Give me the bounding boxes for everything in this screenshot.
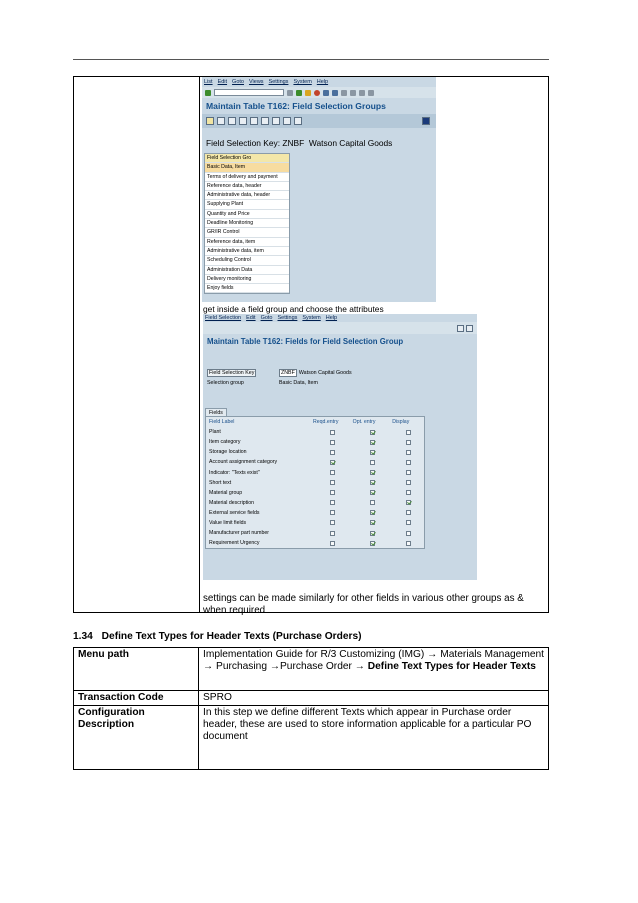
reqd-entry-checkbox[interactable] [330,510,335,515]
header-rule [73,59,549,60]
menu-item[interactable]: System [293,79,312,85]
check-icon[interactable] [206,117,214,125]
selection-group-label: Selection group [207,380,244,386]
field-selection-group-list [204,153,290,294]
transaction-code-value: SPRO [199,691,549,706]
list-item[interactable]: Delivery monitoring [205,275,289,284]
menu-item[interactable]: Edit [217,79,228,85]
menu-item[interactable]: System [302,315,321,321]
table-row [206,467,424,477]
info-icon[interactable] [422,117,430,125]
field-label: Value limit fields [209,519,247,526]
sap-screen-fields-for-group [203,314,477,580]
field-selection-key-value: ZNBF [281,370,295,376]
field-selection-key: Field Selection Key: ZNBF Watson Capital Goods [206,138,393,148]
fields-tab[interactable]: Fields [205,408,227,416]
caption-field-group: get inside a field group and choose the attributes [203,304,384,314]
opt-entry-checkbox[interactable] [370,500,375,505]
table-row [206,457,424,467]
back-icon[interactable] [296,90,302,96]
fields-grid [205,416,425,549]
display-checkbox[interactable] [406,460,411,465]
configuration-description-value: In this step we define different Texts which appear in Purchase order header, these are used to store information applicable for a particular PO document [199,706,549,770]
display-checkbox[interactable] [406,450,411,455]
table-row [206,478,424,488]
table-row [74,691,549,706]
menu-item[interactable]: Goto [260,315,273,321]
display-checkbox[interactable] [406,500,411,505]
field-label: Short text [209,479,232,486]
save-icon[interactable] [287,90,293,96]
cancel-icon[interactable] [314,90,320,96]
display-checkbox[interactable] [406,490,411,495]
display-checkbox[interactable] [406,531,411,536]
sap-command-bar [202,87,436,98]
list-item[interactable]: Supplying Plant [205,200,289,209]
opt-entry-checkbox[interactable] [370,510,375,515]
table-row [206,427,424,437]
menu-item[interactable]: Help [325,315,338,321]
menu-item[interactable]: Help [316,79,329,85]
reqd-entry-checkbox[interactable] [330,500,335,505]
sap-screen-field-selection-groups [202,77,436,302]
sap-screen-title: Maintain Table T162: Fields for Field Selection Group [207,336,404,346]
list-item[interactable]: Administration Data [205,266,289,275]
reqd-entry-checkbox[interactable] [330,460,335,465]
next-page-icon[interactable] [283,117,291,125]
list-item[interactable]: Administrative data, item [205,247,289,256]
section-heading [73,631,362,642]
enter-icon[interactable] [205,90,211,96]
find-icon[interactable] [332,90,338,96]
fields-block [205,408,425,549]
field-label: Indicator: "Texts exist" [209,469,260,476]
field-label: Account assignment category [209,459,278,466]
find-next-icon[interactable] [341,90,347,96]
first-page-icon[interactable] [350,90,356,96]
list-item[interactable]: Reference data, header [205,182,289,191]
opt-entry-checkbox[interactable] [370,541,375,546]
reqd-entry-checkbox[interactable] [330,450,335,455]
opt-entry-checkbox[interactable] [370,470,375,475]
col-reqd-entry: Reqd.entry [313,419,339,426]
list-item[interactable]: Scheduling Control [205,256,289,265]
field-label: External service fields [209,509,260,516]
menu-item[interactable]: Field Selection [205,315,242,321]
sap-menu-bar [202,77,436,87]
opt-entry-checkbox[interactable] [370,440,375,445]
command-field[interactable] [214,89,284,96]
menu-item[interactable]: Edit [246,315,256,321]
table-column-divider [199,77,200,612]
sap-command-bar [203,322,477,334]
sap-application-toolbar [202,114,436,128]
field-label: Manufacturer part number [209,530,269,537]
prev-page-icon[interactable] [272,117,280,125]
list-item[interactable]: Basic Data, Item [205,163,289,172]
field-label: Material description [209,499,254,506]
fields-grid-header [206,417,424,427]
menu-item[interactable]: Settings [268,79,289,85]
reqd-entry-checkbox[interactable] [330,440,335,445]
display-checkbox[interactable] [406,480,411,485]
field-selection-key-desc: Watson Capital Goods [298,370,352,376]
exit-icon[interactable] [305,90,311,96]
table-row [206,498,424,508]
opt-entry-checkbox[interactable] [370,490,375,495]
display-checkbox[interactable] [406,470,411,475]
configuration-description-label: Configuration Description [74,706,199,770]
menu-path-value: Implementation Guide for R/3 Customizing (IMG) → Materials Management → Purchasing →Purchase Order → Define Text Types for Header Texts [199,648,549,691]
table-row [206,538,424,548]
menu-item[interactable]: Views [248,79,264,85]
last-page-icon[interactable] [294,117,302,125]
caption-settings: settings can be made similarly for other fields in various other groups as & when required [203,593,524,616]
table-row [206,508,424,518]
menu-path-label: Menu path [74,648,199,691]
select-all-icon[interactable] [228,117,236,125]
reqd-entry-checkbox[interactable] [330,470,335,475]
config-table [73,647,549,770]
field-label: Plant [209,429,221,436]
selection-group-value: Basic Data, Item [279,380,318,386]
opt-entry-checkbox[interactable] [370,480,375,485]
reqd-entry-checkbox[interactable] [330,520,335,525]
reqd-entry-checkbox[interactable] [330,541,335,546]
col-opt-entry: Opt. entry [352,419,376,426]
section-title: Define Text Types for Header Texts (Purchase Orders) [101,631,362,642]
display-checkbox[interactable] [406,520,411,525]
deselect-icon[interactable] [239,117,247,125]
opt-entry-checkbox[interactable] [370,430,375,435]
list-item[interactable]: Deadline Monitoring [205,219,289,228]
menu-item[interactable]: Goto [232,79,244,85]
reqd-entry-checkbox[interactable] [330,430,335,435]
opt-entry-checkbox[interactable] [370,520,375,525]
first-page-icon[interactable] [261,117,269,125]
table-row [206,437,424,447]
display-icon[interactable] [217,117,225,125]
opt-entry-checkbox[interactable] [370,531,375,536]
field-label: Requirement Urgency [209,540,260,547]
table-row [74,706,549,770]
reqd-entry-checkbox[interactable] [330,531,335,536]
prev-page-icon[interactable] [359,90,365,96]
display-checkbox[interactable] [406,510,411,515]
opt-entry-checkbox[interactable] [370,450,375,455]
sap-menu-bar [203,314,477,322]
sap-screen-title: Maintain Table T162: Field Selection Groups [206,101,386,111]
print-icon[interactable] [323,90,329,96]
list-item[interactable]: Reference data, item [205,238,289,247]
display-checkbox[interactable] [406,430,411,435]
reqd-entry-checkbox[interactable] [330,490,335,495]
field-selection-key-label: Field Selection Key [209,370,255,376]
table-row [206,518,424,528]
list-item[interactable]: Enjoy fields [205,284,289,293]
restore-window-icon[interactable] [457,325,464,332]
transaction-code-label: Transaction Code [74,691,199,706]
section-number: 1.34 [73,631,93,642]
field-label: Material group [209,489,243,496]
display-checkbox[interactable] [406,440,411,445]
selection-key-box [207,368,477,388]
menu-item[interactable]: List [204,79,213,85]
print-icon[interactable] [250,117,258,125]
reqd-entry-checkbox[interactable] [330,480,335,485]
list-item[interactable]: Quantity and Price [205,210,289,219]
col-display: Display [392,419,410,426]
list-item[interactable]: GR/IR Control [205,228,289,237]
table-row [74,648,549,691]
list-item[interactable]: Terms of delivery and payment [205,173,289,182]
close-window-icon[interactable] [466,325,473,332]
field-label: Item category [209,439,241,446]
table-row [206,447,424,457]
col-field-label: Field Label [209,419,235,426]
menu-item[interactable]: Settings [277,315,298,321]
opt-entry-checkbox[interactable] [370,460,375,465]
next-page-icon[interactable] [368,90,374,96]
group-list-header[interactable]: Field Selection Gro [205,154,289,163]
list-item[interactable]: Administrative data, header [205,191,289,200]
table-row [206,488,424,498]
field-label: Storage location [209,449,247,456]
display-checkbox[interactable] [406,541,411,546]
table-row [206,528,424,538]
